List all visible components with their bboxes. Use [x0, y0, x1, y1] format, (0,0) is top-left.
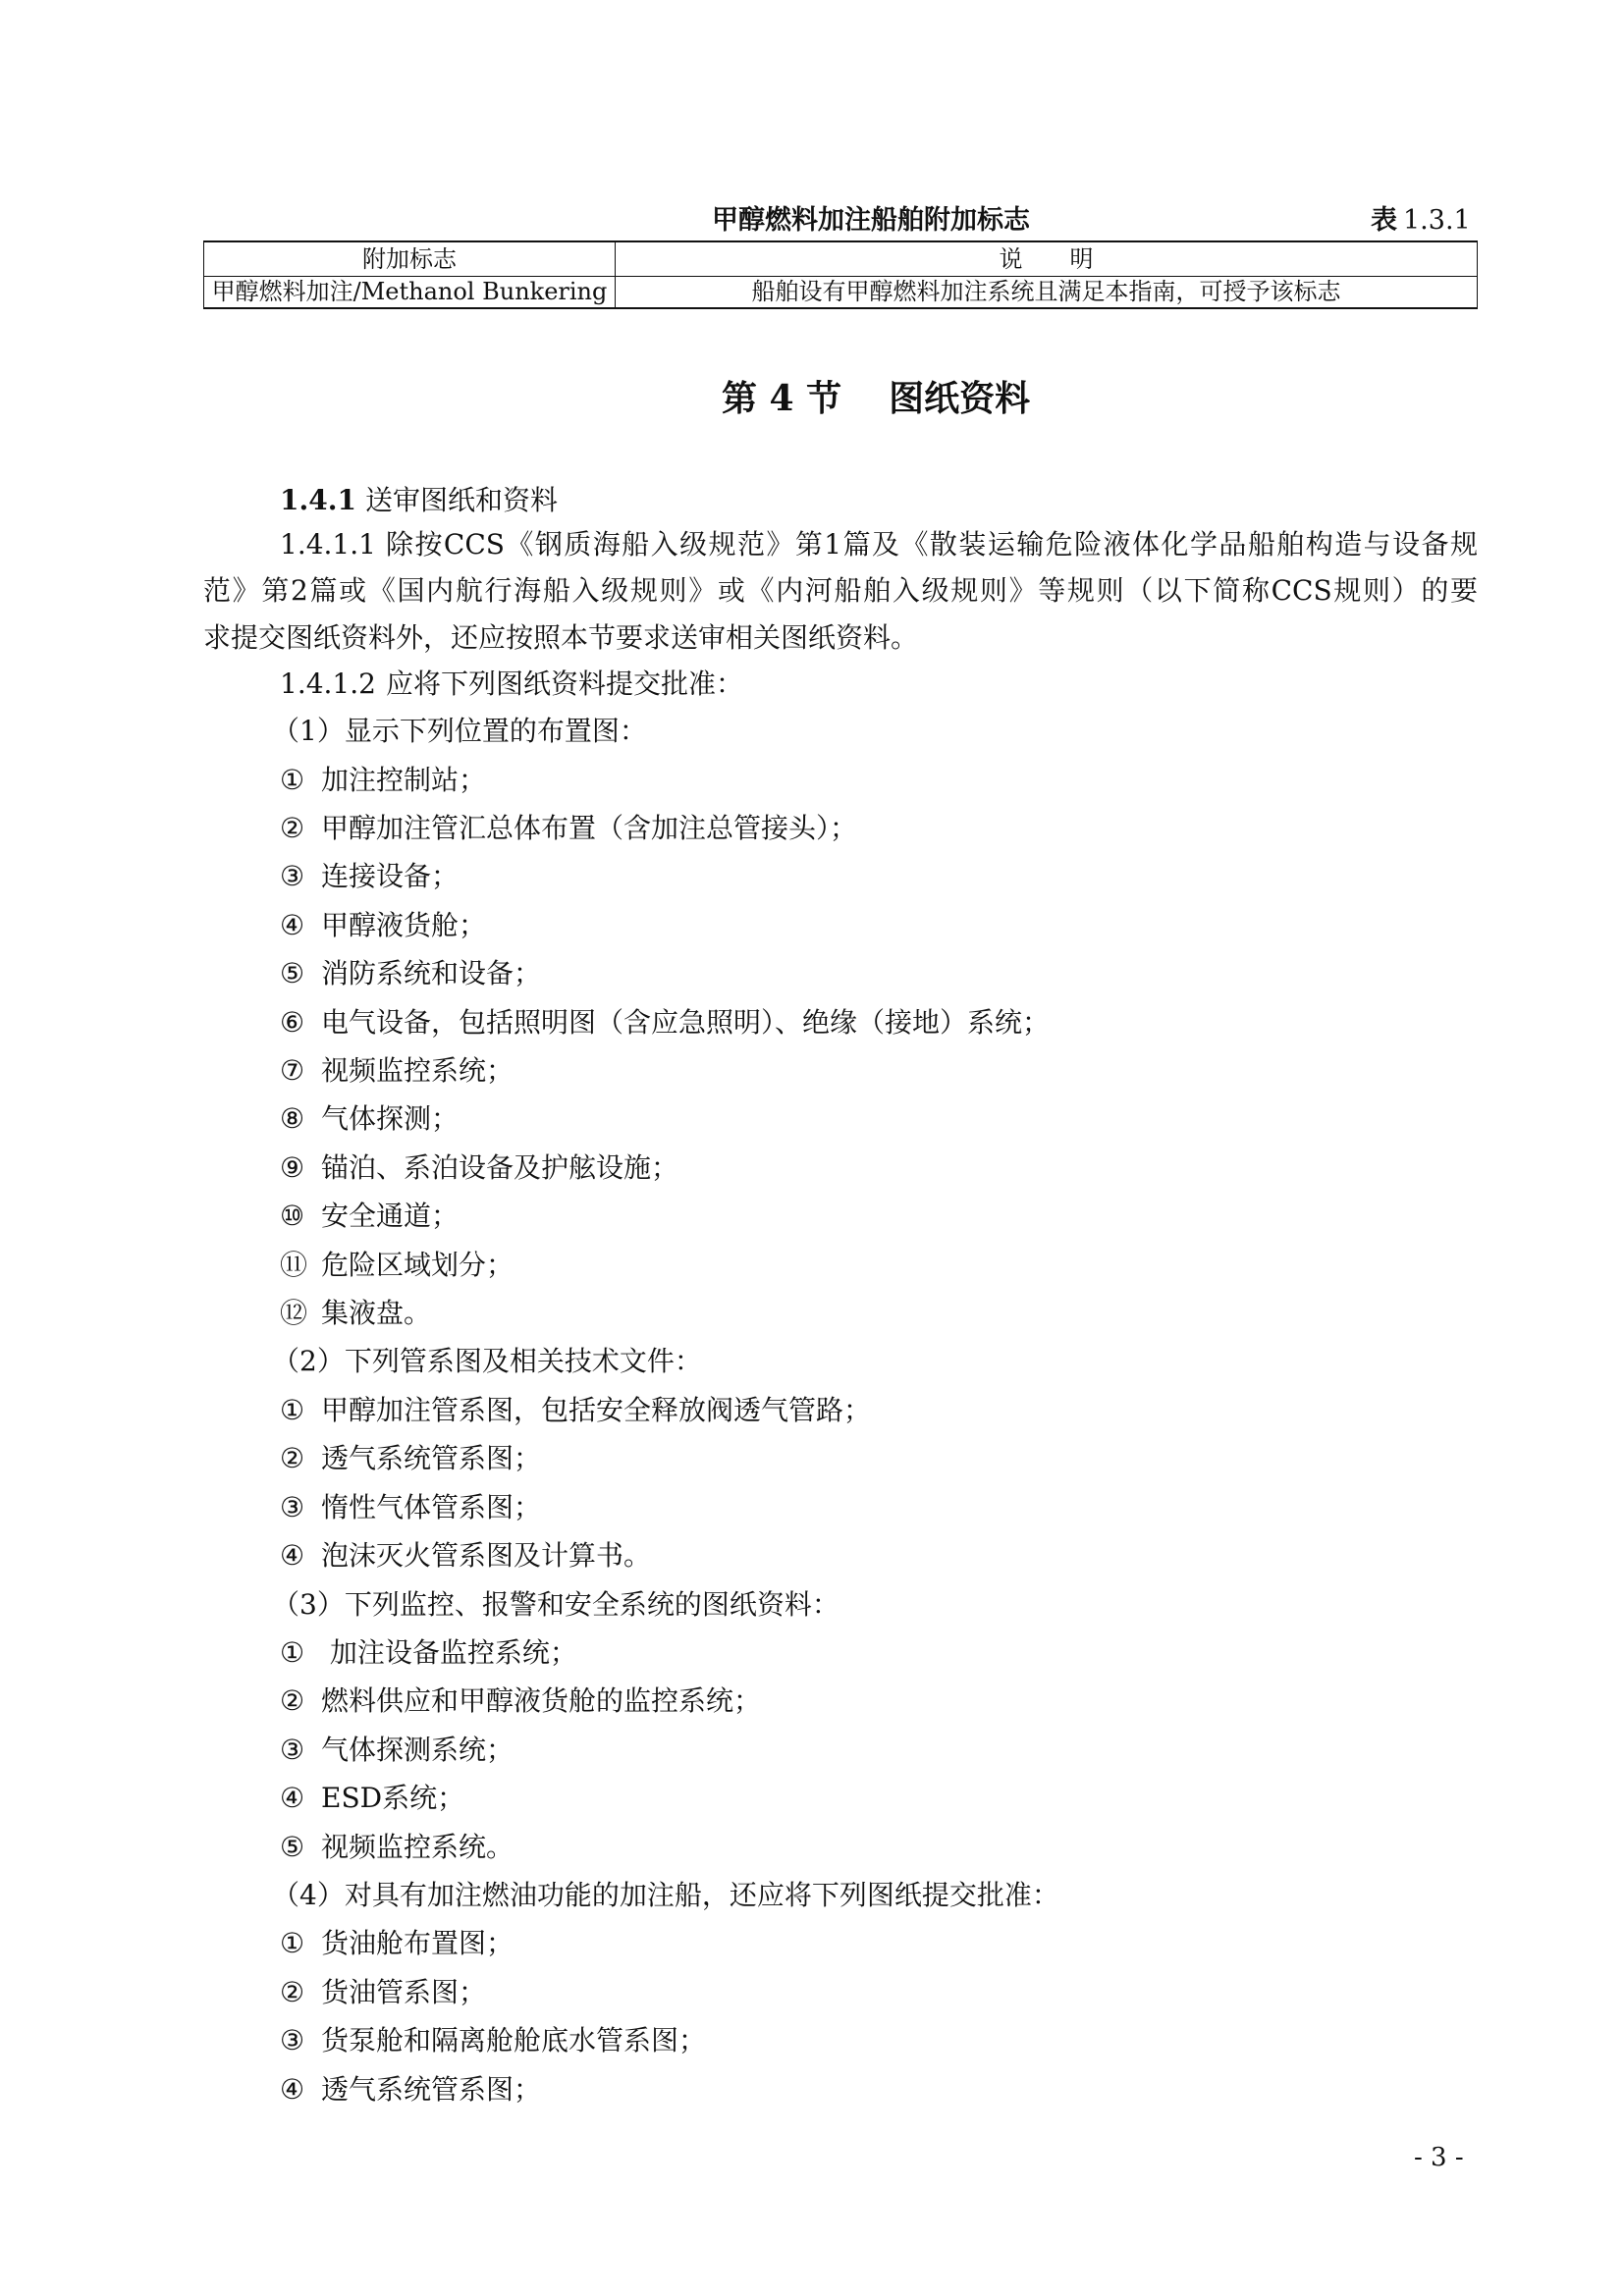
list-marker: ② [280, 1442, 305, 1475]
list-group-heading: （1）显示下列位置的布置图： [272, 715, 647, 748]
list-item-text: 燃料供应和甲醇液货舱的监控系统； [321, 1684, 762, 1718]
list-marker: ⑤ [280, 957, 305, 990]
list-group-heading: （3）下列监控、报警和安全系统的图纸资料： [272, 1587, 839, 1621]
list-item [203, 1677, 1478, 1725]
subsection-heading [203, 480, 1478, 521]
list-marker: ⑤ [280, 1830, 305, 1863]
list-item-text: 加注控制站； [321, 763, 487, 796]
clause-line: 求提交图纸资料外，还应按照本节要求送审相关图纸资料。 [203, 620, 919, 654]
section-body [203, 480, 1478, 2113]
table-header-cell: 附加标志 [204, 241, 616, 277]
list-item [203, 1289, 1478, 1337]
list-item-text: 惰性气体管系图； [321, 1490, 542, 1523]
list-item [203, 1095, 1478, 1143]
table-caption-label: 表 [1371, 205, 1397, 236]
table-number: 1.3.1 [1403, 205, 1471, 236]
clause-text: 除按CCS《钢质海船入级规范》第1篇及《散装运输危险液体化学品船舶构造与设备规 [386, 528, 1478, 561]
table-cell: 甲醇燃料加注/Methanol Bunkering [204, 277, 616, 309]
list-marker: ① [280, 1393, 305, 1426]
subsection-title: 送审图纸和资料 [365, 484, 559, 516]
list-item-text: 甲醇液货舱； [321, 908, 487, 941]
list-item-text: 货油管系图； [321, 1975, 487, 2008]
list-marker: ② [280, 812, 305, 844]
list-item [203, 1241, 1478, 1289]
list-marker: ③ [280, 1733, 305, 1766]
list-marker: ⑧ [280, 1102, 305, 1136]
list-marker: ② [280, 1975, 305, 2008]
list-marker: ⑥ [280, 1005, 305, 1039]
clause-line [203, 661, 1478, 707]
list-item [203, 756, 1478, 804]
clause-line: 范》第2篇或《国内航行海船入级规则》或《内河船舶入级规则》等规则（以下简称CCS规则）的要 [203, 574, 1478, 608]
list-marker: ④ [280, 1539, 305, 1573]
list-item [203, 1726, 1478, 1774]
list-marker: ④ [280, 1782, 305, 1815]
list-item [203, 1046, 1478, 1095]
list-item-text: 集液盘。 [321, 1297, 432, 1330]
list-item-text: 货油舱布置图； [321, 1927, 514, 1960]
list-item-text: 泡沫灭火管系图及计算书。 [321, 1539, 652, 1573]
list-marker: ④ [280, 908, 305, 941]
list-item [203, 2065, 1478, 2113]
list-item [203, 901, 1478, 949]
list-group-heading: （2）下列管系图及相关技术文件： [272, 1345, 702, 1378]
list-item-text: 货泵舱和隔离舱舱底水管系图； [321, 2024, 707, 2057]
list-item-text: 加注设备监控系统； [321, 1635, 577, 1669]
list-item-text: 甲醇加注管汇总体布置（含加注总管接头）； [321, 812, 858, 844]
list-marker: ③ [280, 2024, 305, 2057]
list-group-heading: （4）对具有加注燃油功能的加注船，还应将下列图纸提交批准： [272, 1878, 1059, 1911]
table-header-cell: 说 明 [616, 241, 1478, 277]
list-item [203, 804, 1478, 852]
list-item-text: 危险区域划分； [321, 1248, 514, 1281]
list-marker: ⑫ [280, 1297, 308, 1330]
list-marker: ⑦ [280, 1054, 305, 1088]
notation-table [203, 240, 1478, 309]
list-item-text: 视频监控系统； [321, 1054, 514, 1088]
list-item-text: 视频监控系统。 [321, 1830, 514, 1863]
list-item [203, 1434, 1478, 1482]
list-marker: ⑨ [280, 1150, 305, 1184]
list-marker: ③ [280, 1490, 305, 1523]
list-marker: ④ [280, 2072, 305, 2106]
list-item [203, 1919, 1478, 1967]
list-item [203, 1483, 1478, 1531]
list-item [203, 1823, 1478, 1871]
list-marker: ⑪ [280, 1248, 308, 1281]
list-item-text: 气体探测系统； [321, 1733, 514, 1766]
clause-text: 应将下列图纸资料提交批准： [386, 667, 744, 700]
list-item-text: 安全通道； [321, 1200, 460, 1233]
subsection-number: 1.4.1 [280, 484, 356, 516]
list-marker: ② [280, 1684, 305, 1718]
list-item [203, 949, 1478, 997]
list-marker: ① [280, 763, 305, 796]
list-item [203, 1774, 1478, 1822]
clause-line [203, 521, 1478, 567]
list-item [203, 2016, 1478, 2064]
table-header-row [204, 241, 1478, 277]
table-row [204, 277, 1478, 309]
page-number: - 3 - [1414, 2143, 1464, 2172]
list-item-text: 消防系统和设备； [321, 957, 542, 990]
section-number: 第 4 节 [722, 378, 842, 419]
clause-number: 1.4.1.2 [280, 667, 376, 700]
list-item-text: ESD系统； [321, 1782, 465, 1815]
list-marker: ⑩ [280, 1200, 305, 1233]
list-marker: ① [280, 1927, 305, 1960]
list-item [203, 1144, 1478, 1192]
list-item [203, 1192, 1478, 1240]
list-item-text: 气体探测； [321, 1102, 460, 1136]
list-item-text: 甲醇加注管系图，包括安全释放阀透气管路； [321, 1393, 872, 1426]
list-item [203, 998, 1478, 1046]
table-caption-number [1371, 203, 1471, 239]
section-title: 图纸资料 [889, 378, 1031, 419]
table-caption-title: 甲醇燃料加注船舶附加标志 [712, 205, 1030, 236]
list-item-text: 电气设备，包括照明图（含应急照明）、绝缘（接地）系统； [321, 1005, 1051, 1039]
list-item [203, 1629, 1478, 1677]
section-heading [722, 375, 1030, 422]
list-item [203, 852, 1478, 900]
list-item-text: 透气系统管系图； [321, 1442, 542, 1475]
list-item [203, 1968, 1478, 2016]
clause-number: 1.4.1.1 [280, 528, 376, 561]
list-marker: ① [280, 1635, 305, 1669]
list-item [203, 1386, 1478, 1434]
list-item [203, 1531, 1478, 1579]
table-cell: 船舶设有甲醇燃料加注系统且满足本指南，可授予该标志 [616, 277, 1478, 309]
list-item-text: 透气系统管系图； [321, 2072, 542, 2106]
list-item-text: 锚泊、系泊设备及护舷设施； [321, 1150, 679, 1184]
list-marker: ③ [280, 860, 305, 893]
list-item-text: 连接设备； [321, 860, 460, 893]
